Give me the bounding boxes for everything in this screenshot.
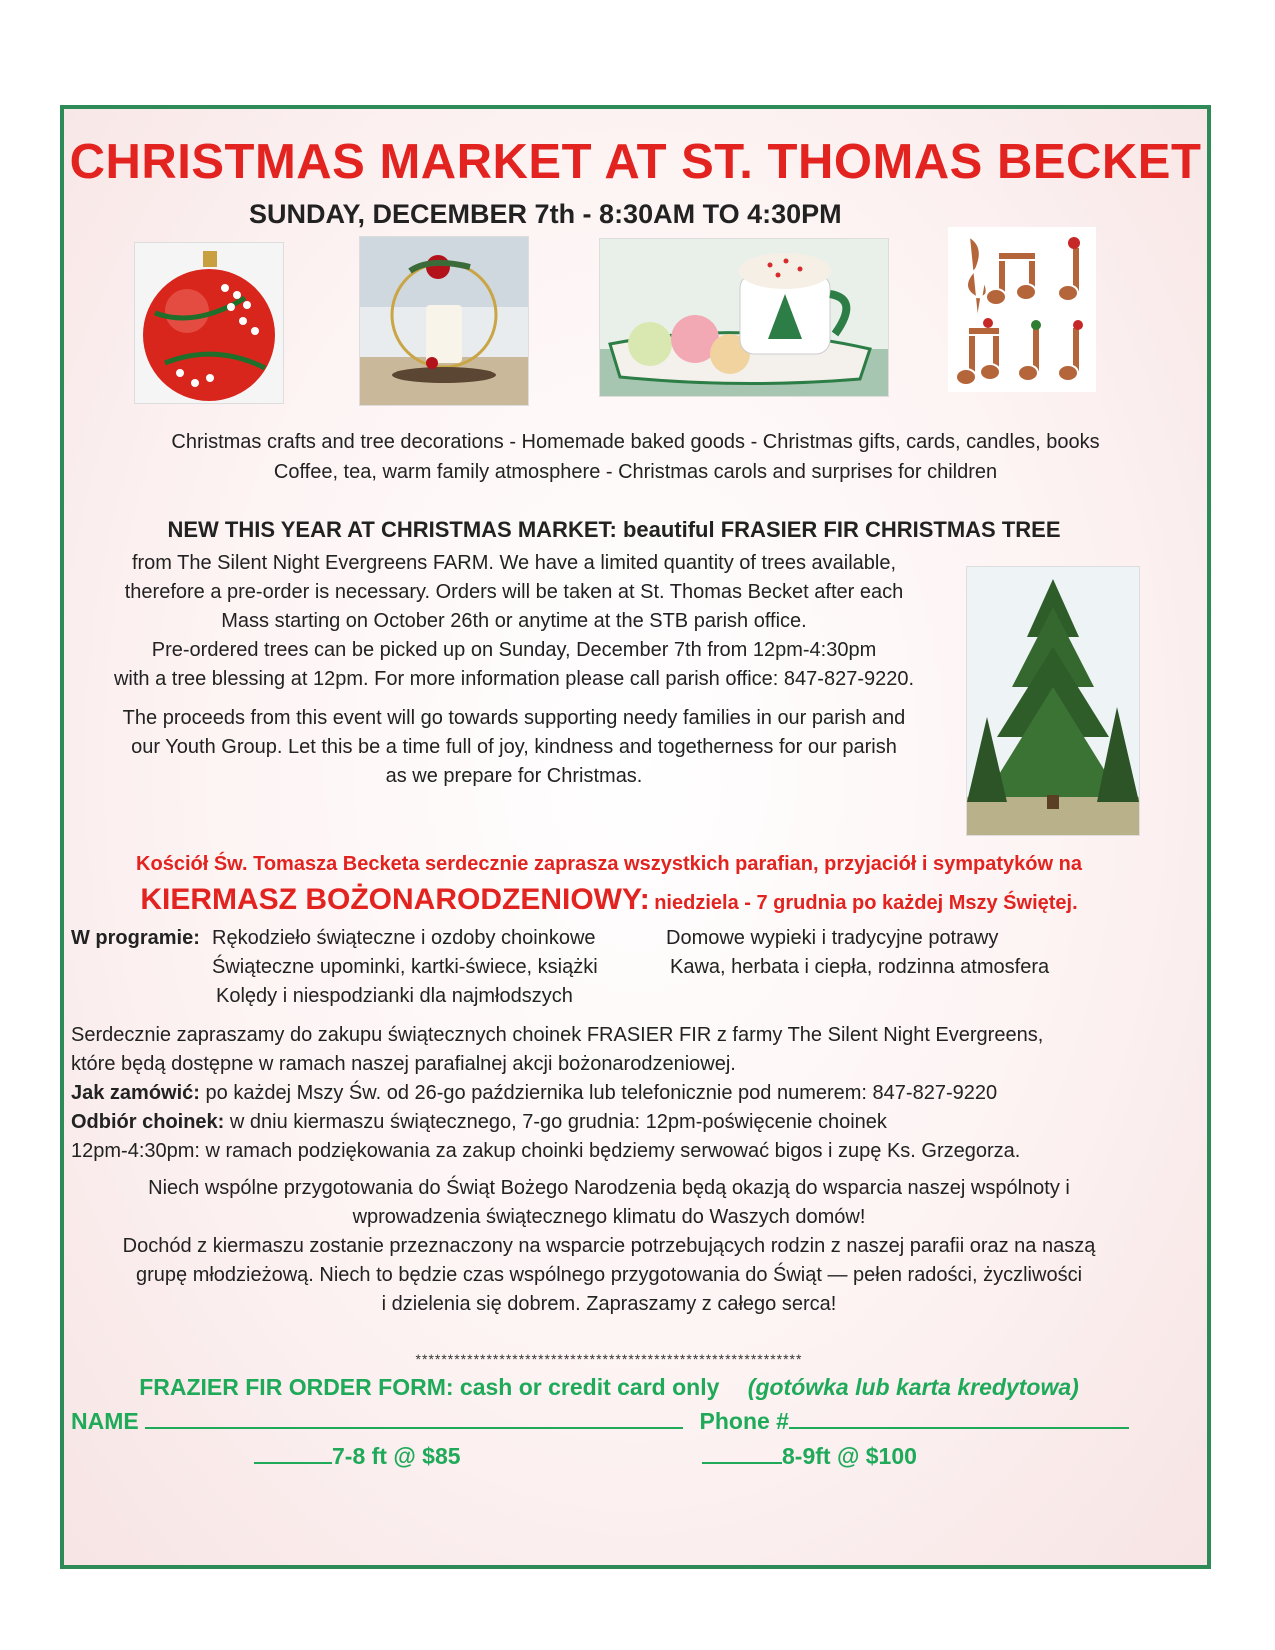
proceeds-line: as we prepare for Christmas. bbox=[385, 765, 643, 787]
closing-line: wprowadzenia świątecznego klimatu do Waszych domów! bbox=[352, 1206, 866, 1228]
order-form-heading bbox=[64, 1374, 1154, 1401]
phone-field[interactable] bbox=[789, 1407, 1129, 1429]
ornament-icon bbox=[135, 243, 283, 403]
name-label: NAME bbox=[71, 1408, 139, 1434]
trees-line: Serdecznie zapraszamy do zakupu świątecznych choinek FRASIER FIR z farmy The Silent Night Evergreens, bbox=[71, 1024, 1044, 1046]
feature-line: Coffee, tea, warm family atmosphere - Christmas carols and surprises for children bbox=[273, 461, 998, 483]
closing-line: i dzielenia się dobrem. Zapraszamy z całego serca! bbox=[381, 1293, 837, 1315]
pickup-text: w dniu kiermaszu świątecznego, 7-go grudnia: 12pm-poświęcenie choinek bbox=[224, 1111, 887, 1133]
new-this-year-text bbox=[64, 549, 964, 694]
closing-line: grupę młodzieżową. Niech to będzie czas wspólnego przygotowania do Świąt — pełen radości, życzliwości bbox=[135, 1264, 1083, 1286]
polish-market-name: KIERMASZ BOŻONARODZENIOWY: bbox=[140, 883, 650, 916]
program-item: Domowe wypieki i tradycyjne potrawy bbox=[666, 927, 999, 949]
proceeds-line: our Youth Group. Let this be a time full of joy, kindness and togetherness for our parish bbox=[131, 736, 897, 758]
proceeds-text bbox=[64, 704, 964, 791]
program-item: Kawa, herbata i ciepła, rodzinna atmosfera bbox=[670, 956, 1050, 978]
features-list bbox=[64, 427, 1207, 487]
info-line: therefore a pre-order is necessary. Orders will be taken at St. Thomas Becket after each bbox=[124, 581, 904, 603]
qty-8-9ft-field[interactable] bbox=[702, 1442, 782, 1464]
order-label: Jak zamówić: bbox=[71, 1082, 200, 1104]
option-row-2 bbox=[702, 1442, 917, 1470]
option-8-9ft: 8-9ft @ $100 bbox=[782, 1443, 917, 1469]
pickup-label: Odbiór choinek: bbox=[71, 1111, 225, 1133]
name-row bbox=[71, 1407, 1129, 1435]
polish-invite: Kościół Św. Tomasza Becketa serdecznie zaprasza wszystkich parafian, przyjaciół i sympatyków na bbox=[136, 853, 1082, 875]
info-line: with a tree blessing at 12pm. For more information please call parish office: 847-827-9220. bbox=[113, 668, 915, 690]
feature-line: Christmas crafts and tree decorations - Homemade baked goods - Christmas gifts, cards, candles, books bbox=[171, 431, 1100, 453]
order-line bbox=[71, 1079, 1171, 1108]
polish-market-date: niedziela - 7 grudnia po każdej Mszy Świętej. bbox=[654, 892, 1078, 914]
hot-cocoa-cookies-icon bbox=[600, 239, 888, 396]
fir-tree-icon bbox=[967, 567, 1139, 835]
order-form-title: FRAZIER FIR ORDER FORM: cash or credit card only bbox=[139, 1374, 720, 1400]
info-line: Mass starting on October 26th or anytime at the STB parish office. bbox=[221, 610, 807, 632]
phone-label: Phone # bbox=[699, 1408, 789, 1434]
closing-line: Dochód z kiermaszu zostanie przeznaczony na wsparcie potrzebujących rodzin z naszej parafii oraz na naszą bbox=[122, 1235, 1096, 1257]
order-form-payment-polish: (gotówka lub karta kredytowa) bbox=[747, 1374, 1079, 1400]
candle-wreath-image bbox=[359, 236, 529, 406]
qty-7-8ft-field[interactable] bbox=[254, 1442, 332, 1464]
event-date: SUNDAY, DECEMBER 7th - 8:30AM TO 4:30PM bbox=[249, 199, 842, 229]
new-this-year-heading: NEW THIS YEAR AT CHRISTMAS MARKET: beautiful FRASIER FIR CHRISTMAS TREE bbox=[167, 517, 1061, 542]
pickup-line bbox=[71, 1108, 1171, 1137]
flyer-frame bbox=[60, 105, 1211, 1569]
polish-trees-info bbox=[71, 1021, 1171, 1166]
program-item: Rękodzieło świąteczne i ozdoby choinkowe bbox=[212, 927, 596, 949]
program-item: Kolędy i niespodzianki dla najmłodszych bbox=[216, 985, 573, 1007]
polish-market-line bbox=[64, 883, 1154, 917]
gingerbread-notes-icon bbox=[948, 227, 1096, 392]
page-title: CHRISTMAS MARKET AT ST. THOMAS BECKET bbox=[69, 135, 1202, 189]
music-notes-image bbox=[948, 227, 1096, 392]
ornament-image bbox=[134, 242, 284, 404]
option-7-8ft: 7-8 ft @ $85 bbox=[332, 1443, 461, 1469]
name-field[interactable] bbox=[145, 1407, 683, 1429]
pickup-line-2: 12pm-4:30pm: w ramach podziękowania za zakup choinki będziemy serwować bigos i zupę Ks. Grzegorza. bbox=[71, 1140, 1021, 1162]
cocoa-cookies-image bbox=[599, 238, 889, 397]
proceeds-line: The proceeds from this event will go towards supporting needy families in our parish and bbox=[122, 707, 906, 729]
candle-wreath-icon bbox=[360, 237, 528, 405]
program-label: W programie: bbox=[71, 927, 200, 949]
option-row-1 bbox=[254, 1442, 461, 1470]
polish-closing bbox=[64, 1174, 1154, 1319]
closing-line: Niech wspólne przygotowania do Świąt Bożego Narodzenia będą okazją do wsparcia naszej wspólnoty i bbox=[148, 1177, 1070, 1199]
info-line: from The Silent Night Evergreens FARM. We have a limited quantity of trees available, bbox=[131, 552, 897, 574]
order-text: po każdej Mszy Św. od 26-go października lub telefonicznie pod numerem: 847-827-9220 bbox=[199, 1082, 998, 1104]
info-line: Pre-ordered trees can be picked up on Sunday, December 7th from 12pm-4:30pm bbox=[151, 639, 877, 661]
fir-tree-image bbox=[966, 566, 1140, 836]
separator: ************************************************************ bbox=[415, 1351, 803, 1367]
trees-line: które będą dostępne w ramach naszej parafialnej akcji bożonarodzeniowej. bbox=[71, 1053, 736, 1075]
program-item: Świąteczne upominki, kartki-świece, książki bbox=[212, 956, 598, 978]
